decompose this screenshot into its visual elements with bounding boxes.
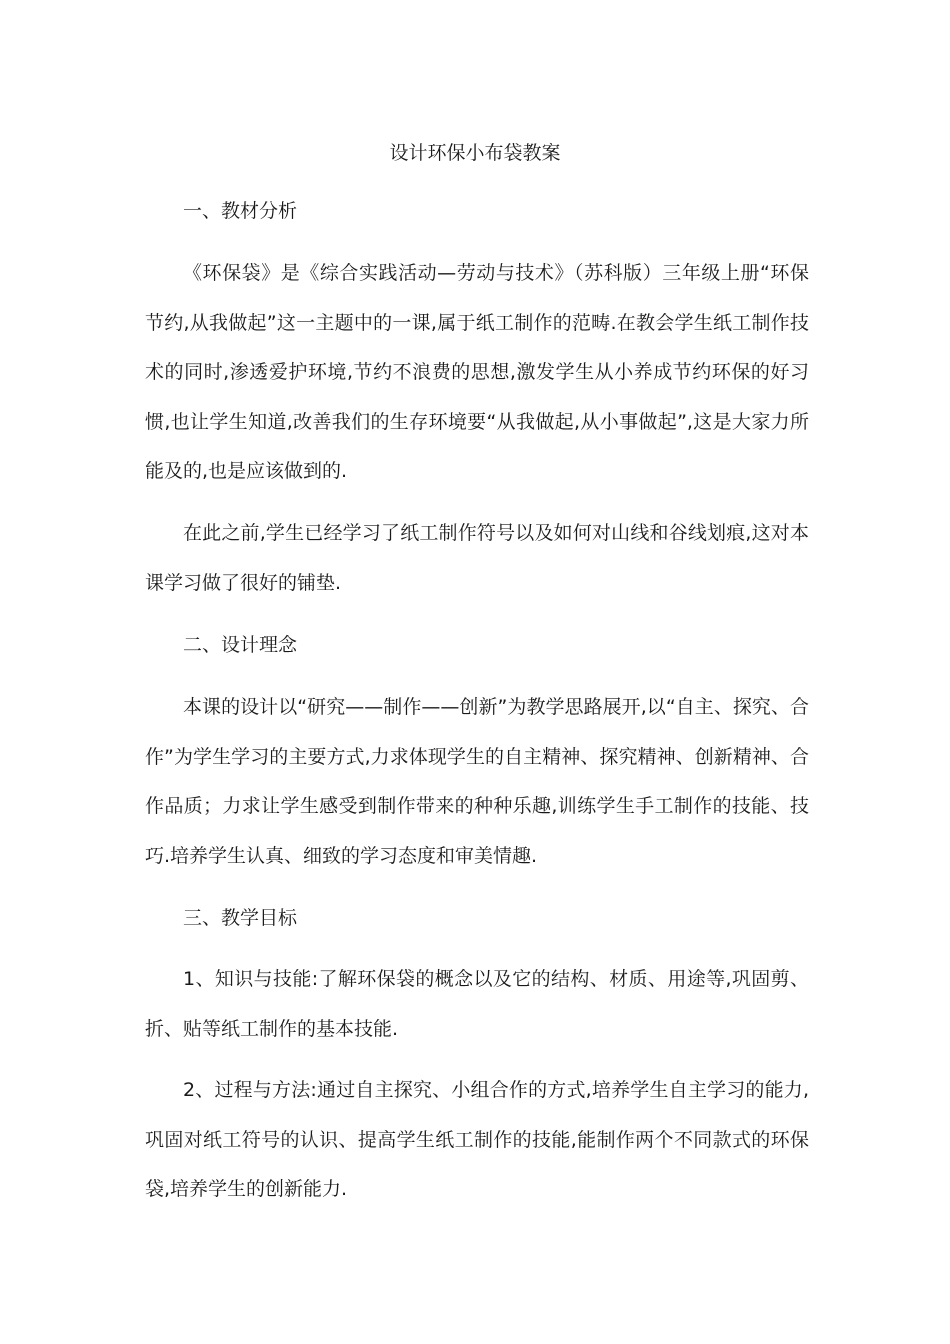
paragraph-goal-process-methods: 2、过程与方法:通过自主探究、小组合作的方式,培养学生自主学习的能力,巩固对纸工符号的认识、提高学生纸工制作的技能,能制作两个不同款式的环保袋,培养学生的创新能力.: [145, 1079, 809, 1200]
paragraph-prior-knowledge: 在此之前,学生已经学习了纸工制作符号以及如何对山线和谷线划痕,这对本课学习做了很好的铺垫.: [145, 522, 809, 594]
section-heading-design-concept: 二、设计理念: [183, 634, 298, 656]
paragraph-goal-knowledge-skills: 1、知识与技能:了解环保袋的概念以及它的结构、材质、用途等,巩固剪、折、贴等纸工制作的基本技能.: [145, 968, 809, 1040]
section-heading-teaching-goals: 三、教学目标: [183, 907, 298, 929]
document-title: 设计环保小布袋教案: [389, 142, 561, 164]
paragraph-textbook-analysis: 《环保袋》是《综合实践活动—劳动与技术》（苏科版）三年级上册“环保节约,从我做起”这一主题中的一课,属于纸工制作的范畴.在教会学生纸工制作技术的同时,渗透爱护环境,节约不浪费的思想,激发学生从小养成节约环保的好习惯,也让学生知道,改善我们的生存环境要“从我做起,从小事做起”,这是大家力所能及的,也是应该做到的.: [145, 262, 809, 482]
paragraph-design-concept: 本课的设计以“研究——制作——创新”为教学思路展开,以“自主、探究、合作”为学生学习的主要方式,力求体现学生的自主精神、探究精神、创新精神、合作品质；力求让学生感受到制作带来的种种乐趣,训练学生手工制作的技能、技巧.培养学生认真、细致的学习态度和审美情趣.: [145, 696, 809, 867]
section-heading-analysis: 一、教材分析: [183, 200, 298, 222]
